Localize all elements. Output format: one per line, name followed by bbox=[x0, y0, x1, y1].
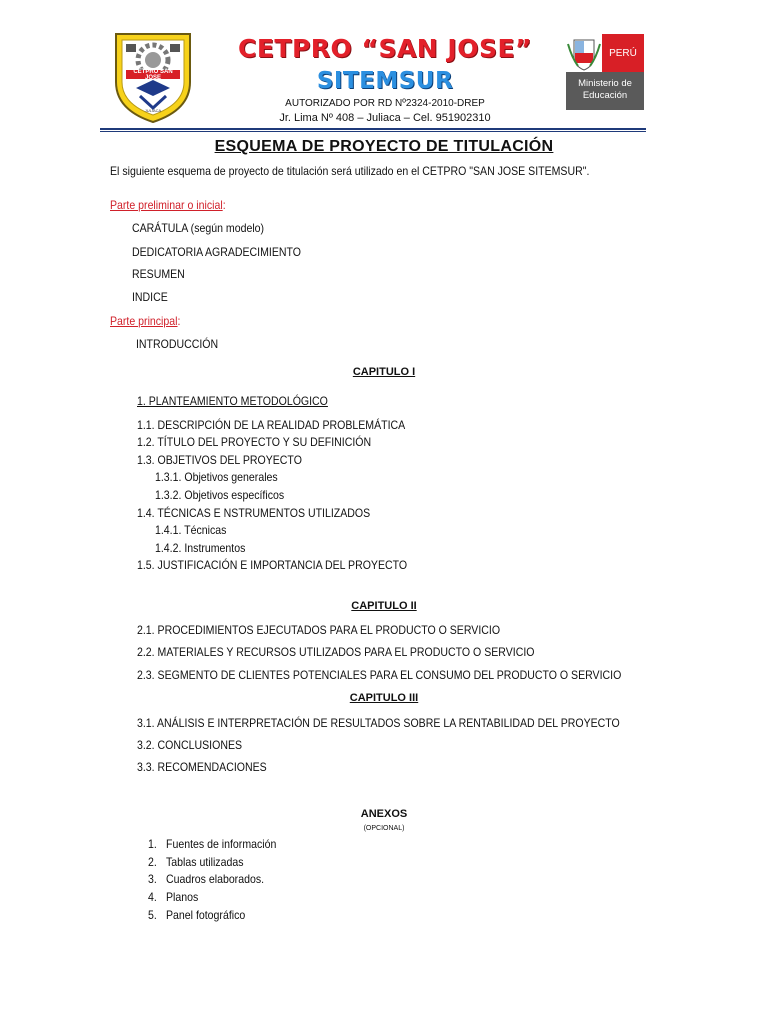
chapter-1-subitem: 1.4.1. Técnicas bbox=[155, 523, 227, 537]
cetpro-logo bbox=[112, 30, 194, 124]
annex-number: 3. bbox=[148, 872, 157, 886]
chapter-1-item: 1.5. JUSTIFICACIÓN E IMPORTANCIA DEL PROYECTO bbox=[137, 558, 408, 572]
preliminary-section-label: Parte preliminar o inicial: bbox=[110, 198, 226, 212]
chapter-1-subitem: 1.4.2. Instrumentos bbox=[155, 541, 246, 555]
header-divider bbox=[100, 128, 646, 130]
chapter-1-subitem: 1.3.2. Objetivos específicos bbox=[155, 488, 285, 502]
header-divider-thin bbox=[100, 131, 646, 132]
ministry-logo bbox=[566, 34, 644, 110]
logo-subtext: JULIACA bbox=[144, 108, 162, 113]
chapter-1-item: 1.2. TÍTULO DEL PROYECTO Y SU DEFINICIÓN bbox=[137, 435, 372, 449]
preliminary-item: DEDICATORIA AGRADECIMIENTO bbox=[132, 245, 302, 259]
peru-badge: PERÚ bbox=[602, 34, 644, 72]
annex-item: Fuentes de información bbox=[166, 837, 277, 851]
main-label: Parte principal bbox=[110, 314, 178, 328]
chapter-1-item: 1.3. OBJETIVOS DEL PROYECTO bbox=[137, 453, 302, 467]
annex-number: 5. bbox=[148, 908, 157, 922]
chapter-2-item: 2.2. MATERIALES Y RECURSOS UTILIZADOS PARA EL PRODUCTO O SERVICIO bbox=[137, 645, 535, 659]
chapter-3-item: 3.2. CONCLUSIONES bbox=[137, 738, 243, 752]
annex-item: Tablas utilizadas bbox=[166, 855, 244, 869]
chapter-1-title: CAPITULO I bbox=[352, 366, 416, 378]
chapter-2-item: 2.3. SEGMENTO DE CLIENTES POTENCIALES PARA EL CONSUMO DEL PRODUCTO O SERVICIO bbox=[137, 668, 622, 682]
chapter-2-title: CAPITULO II bbox=[351, 600, 417, 612]
preliminary-item: RESUMEN bbox=[132, 267, 185, 281]
address-text: Jr. Lima Nº 408 – Juliaca – Cel. 951902310 bbox=[279, 112, 491, 124]
institution-subtitle: SITEMSUR bbox=[316, 68, 454, 94]
intro-text: El siguiente esquema de proyecto de titulación será utilizado en el CETPRO "SAN JOSE SITEMSUR". bbox=[110, 164, 590, 178]
logo-text: CETPRO SAN JOSE bbox=[133, 69, 173, 81]
chapter-1-item: 1.1. DESCRIPCIÓN DE LA REALIDAD PROBLEMÁTICA bbox=[137, 418, 406, 432]
chapter-1-item: 1.4. TÉCNICAS E NSTRUMENTOS UTILIZADOS bbox=[137, 506, 371, 520]
annexes-note: (OPCIONAL) bbox=[363, 825, 405, 832]
coat-of-arms-icon bbox=[566, 34, 602, 72]
institution-title: CETPRO “SAN JOSE” bbox=[238, 34, 532, 63]
chapter-3-item: 3.1. ANÁLISIS E INTERPRETACIÓN DE RESULTADOS SOBRE LA RENTABILIDAD DEL PROYECTO bbox=[137, 716, 620, 730]
chapter-3-item: 3.3. RECOMENDACIONES bbox=[137, 760, 267, 774]
annex-number: 1. bbox=[148, 837, 157, 851]
preliminary-item: CARÁTULA (según modelo) bbox=[132, 221, 265, 235]
annex-number: 2. bbox=[148, 855, 157, 869]
chapter-3-title: CAPITULO III bbox=[349, 692, 419, 704]
document-title: ESQUEMA DE PROYECTO DE TITULACIÓN bbox=[214, 138, 554, 155]
annex-item: Panel fotográfico bbox=[166, 908, 246, 922]
preliminary-label: Parte preliminar o inicial bbox=[110, 198, 223, 212]
chapter-2-item: 2.1. PROCEDIMIENTOS EJECUTADOS PARA EL PRODUCTO O SERVICIO bbox=[137, 623, 501, 637]
annexes-title: ANEXOS bbox=[360, 808, 408, 820]
introduction-item: INTRODUCCIÓN bbox=[136, 337, 219, 351]
ministry-name-line1: Ministerio de bbox=[578, 78, 632, 89]
authorization-text: AUTORIZADO POR RD Nº2324-2010-DREP bbox=[285, 98, 485, 109]
chapter-1-subitem: 1.3.1. Objetivos generales bbox=[155, 470, 278, 484]
ministry-name bbox=[566, 72, 644, 110]
preliminary-item: INDICE bbox=[132, 290, 168, 304]
annex-item: Planos bbox=[166, 890, 199, 904]
annex-item: Cuadros elaborados. bbox=[166, 872, 265, 886]
annex-number: 4. bbox=[148, 890, 157, 904]
ministry-name-line2: Educación bbox=[582, 90, 628, 101]
main-section-label: Parte principal: bbox=[110, 314, 181, 328]
chapter-1-heading: 1. PLANTEAMIENTO METODOLÓGICO bbox=[137, 394, 328, 408]
